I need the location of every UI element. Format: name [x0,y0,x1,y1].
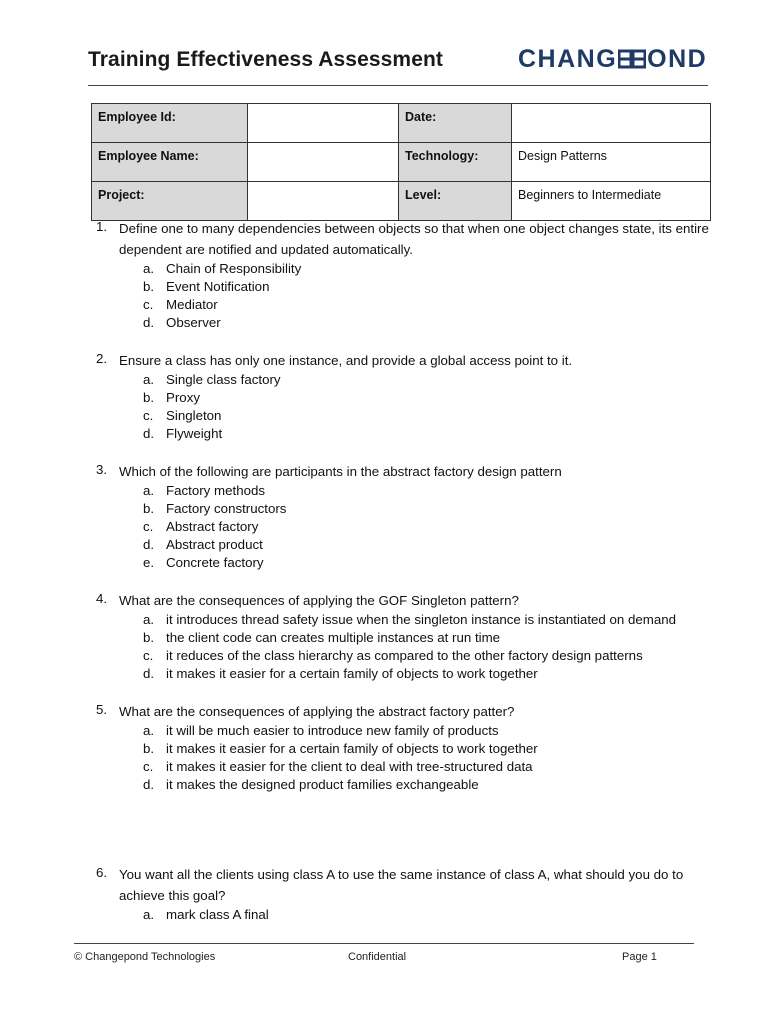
option-text: Single class factory [166,372,281,387]
option-list [96,722,716,794]
info-label: Level: [399,182,512,221]
option-letter: c. [143,519,154,534]
option-letter: a. [143,723,155,738]
info-value: Design Patterns [512,143,711,182]
option-text: Flyweight [166,426,223,441]
option-letter: a. [143,612,155,627]
company-logo [518,44,707,74]
answer-option [96,776,716,794]
question-number: 1. [96,219,108,234]
option-letter: b. [143,741,155,756]
option-letter: d. [143,315,155,330]
header-divider [88,85,708,86]
answer-option [96,482,716,500]
option-text: it makes it easier for a certain family of objects to work together [166,666,538,681]
option-letter: b. [143,390,155,405]
answer-option [96,260,716,278]
info-label: Project: [92,182,248,221]
info-value [512,104,711,143]
answer-option [96,722,716,740]
option-text: Factory methods [166,483,266,498]
option-letter: a. [143,261,155,276]
question-item [96,701,716,794]
option-text: Singleton [166,408,222,423]
footer-divider [74,943,694,944]
option-text: Mediator [166,297,218,312]
option-text: it will be much easier to introduce new family of products [166,723,499,738]
question-text: What are the consequences of applying the abstract factory patter? [119,704,515,719]
option-list [96,611,716,683]
option-text: Abstract product [166,537,263,552]
answer-option [96,296,716,314]
option-text: it introduces thread safety issue when the singleton instance is instantiated on demand [166,612,677,627]
question-number: 2. [96,351,108,366]
answer-option [96,278,716,296]
question-list [96,218,716,942]
question-stem [96,350,716,371]
info-value [248,182,399,221]
question-stem [96,701,716,722]
option-letter: c. [143,297,154,312]
answer-option [96,611,716,629]
option-letter: a. [143,372,155,387]
option-letter: c. [143,648,154,663]
option-text: Abstract factory [166,519,259,534]
question-number: 4. [96,591,108,606]
document-title: Training Effectiveness Assessment [88,48,443,71]
info-label: Employee Id: [92,104,248,143]
answer-option [96,906,716,924]
option-letter: c. [143,408,154,423]
info-label: Technology: [399,143,512,182]
question-text: What are the consequences of applying the GOF Singleton pattern? [119,593,519,608]
info-value [248,104,399,143]
option-text: Event Notification [166,279,270,294]
option-text: it makes the designed product families exchangeable [166,777,479,792]
info-label: Employee Name: [92,143,248,182]
employee-info-table [91,103,711,221]
info-value: Beginners to Intermediate [512,182,711,221]
answer-option [96,629,716,647]
answer-option [96,407,716,425]
question-number: 5. [96,702,108,717]
option-text: Chain of Responsibility [166,261,302,276]
question-number: 6. [96,865,108,880]
option-letter: b. [143,630,155,645]
question-stem [96,864,716,906]
option-text: Proxy [166,390,200,405]
answer-option [96,518,716,536]
question-stem [96,218,716,260]
question-item [96,864,716,924]
question-item [96,218,716,332]
answer-option [96,554,716,572]
option-text: it makes it easier for the client to deal with tree-structured data [166,759,533,774]
option-list [96,906,716,924]
option-letter: a. [143,483,155,498]
question-text: Which of the following are participants in the abstract factory design pattern [119,464,562,479]
option-text: it makes it easier for a certain family of objects to work together [166,741,538,756]
question-number: 3. [96,462,108,477]
option-list [96,260,716,332]
question-item [96,461,716,572]
answer-option [96,740,716,758]
question-stem [96,461,716,482]
answer-option [96,389,716,407]
option-text: it reduces of the class hierarchy as compared to the other factory design patterns [166,648,643,663]
info-row [92,104,711,143]
option-letter: c. [143,759,154,774]
option-letter: d. [143,426,155,441]
answer-option [96,425,716,443]
question-text: Ensure a class has only one instance, and provide a global access point to it. [119,353,573,368]
option-letter: b. [143,279,155,294]
question-item [96,590,716,683]
option-list [96,482,716,572]
logo-mark-icon [618,48,646,70]
question-item [96,350,716,443]
footer-copyright: © Changepond Technologies [74,951,216,963]
option-letter: d. [143,666,155,681]
answer-option [96,758,716,776]
logo-text-left: CHANG [518,44,618,73]
info-value [248,143,399,182]
option-letter: a. [143,907,155,922]
answer-option [96,647,716,665]
option-letter: e. [143,555,155,570]
answer-option [96,500,716,518]
option-text: Observer [166,315,221,330]
option-letter: b. [143,501,155,516]
footer-confidential: Confidential [348,951,407,963]
option-text: mark class A final [166,907,269,922]
footer-page-number: Page 1 [622,951,657,963]
info-row [92,182,711,221]
question-stem [96,590,716,611]
info-label: Date: [399,104,512,143]
option-letter: d. [143,777,155,792]
option-text: Concrete factory [166,555,264,570]
answer-option [96,314,716,332]
question-text: You want all the clients using class A to use the same instance of class A, what should you do to achieve this goal? [119,867,684,903]
answer-option [96,536,716,554]
question-text: Define one to many dependencies between objects so that when one object changes state, its entire dependent are notified and updated automatically. [119,221,709,257]
logo-text-right: OND [647,44,708,73]
option-list [96,371,716,443]
option-text: the client code can creates multiple instances at run time [166,630,501,645]
answer-option [96,665,716,683]
info-row [92,143,711,182]
answer-option [96,371,716,389]
option-text: Factory constructors [166,501,287,516]
option-letter: d. [143,537,155,552]
